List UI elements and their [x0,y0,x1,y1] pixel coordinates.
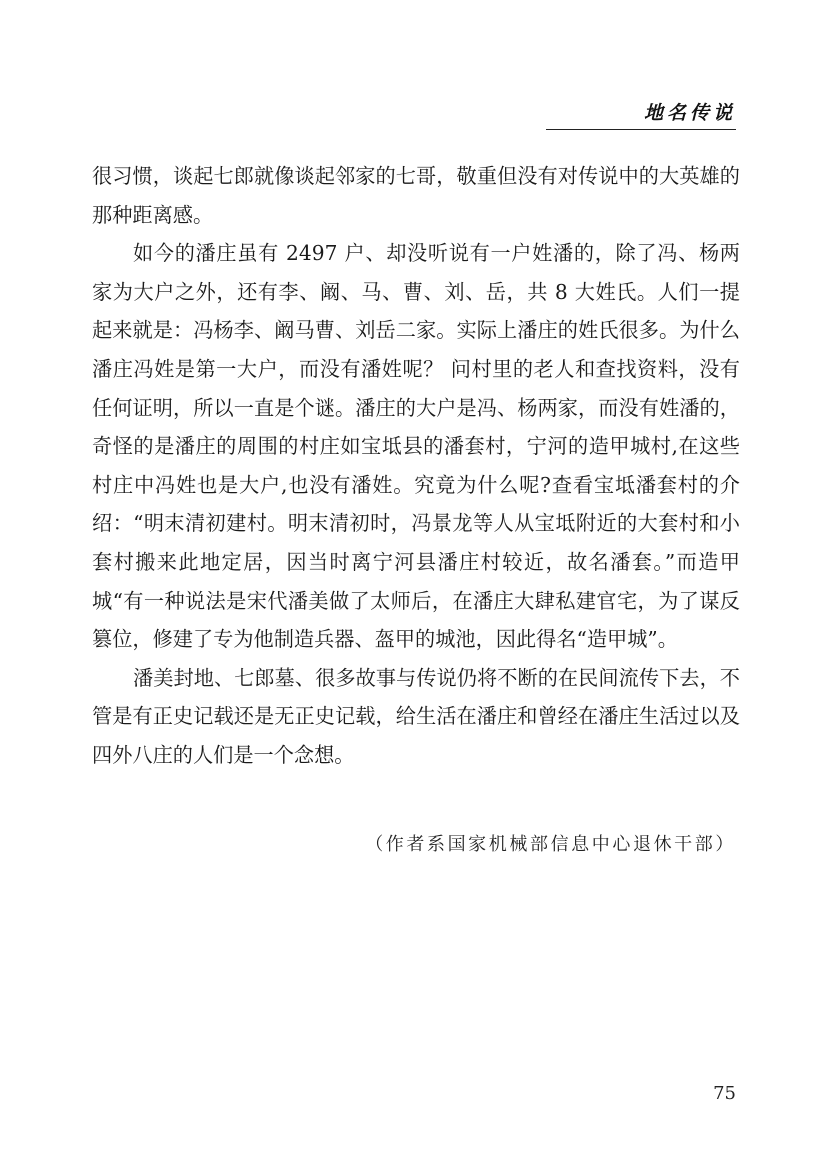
header-rule [546,129,736,130]
author-note: （作者系国家机械部信息中心退休干部） [365,834,736,855]
paragraph-continuation: 很习惯，谈起七郎就像谈起邻家的七哥，敬重但没有对传说中的大英雄的那种距离感。 [92,164,740,227]
paragraph-surnames: 如今的潘庄虽有 2497 户、却没听说有一户姓潘的，除了冯、杨两家为大户之外，还有李、阚、马、曹、刘、岳，共 8 大姓氏。人们一提起来就是：冯杨李、阚马曹、刘岳二家。实际上潘庄的姓氏很多。为什么潘庄冯姓是第一大户，而没有潘姓呢？ 问村里的老人和查找资料，没有任何证明，所以一直是个谜。潘庄的大户是冯、杨两家，而没有姓潘的，奇怪的是潘庄的周围的村庄如宝坻县的潘套村，宁河的造甲城村,在这些村庄中冯姓也是大户,也没有潘姓。究竟为什么呢?查看宝坻潘套村的介绍：“明末清初建村。明末清初时，冯景龙等人从宝坻附近的大套村和小套村搬来此地定居，因当时离宁河县潘庄村较近，故名潘套。”而造甲城“有一种说法是宋代潘美做了太师后，在潘庄大肆私建官宅，为了谋反篡位，修建了专为他制造兵器、盔甲的城池，因此得名“造甲城”。 [92,241,740,652]
article-body [92,157,740,775]
paragraph-closing: 潘美封地、七郎墓、很多故事与传说仍将不断的在民间流传下去，不管是有正史记载还是无正史记载，给生活在潘庄和曾经在潘庄生活过以及四外八庄的人们是一个念想。 [92,665,740,767]
running-header [546,100,736,130]
page-number: 75 [713,1083,736,1104]
section-title: 地名传说 [643,102,736,124]
